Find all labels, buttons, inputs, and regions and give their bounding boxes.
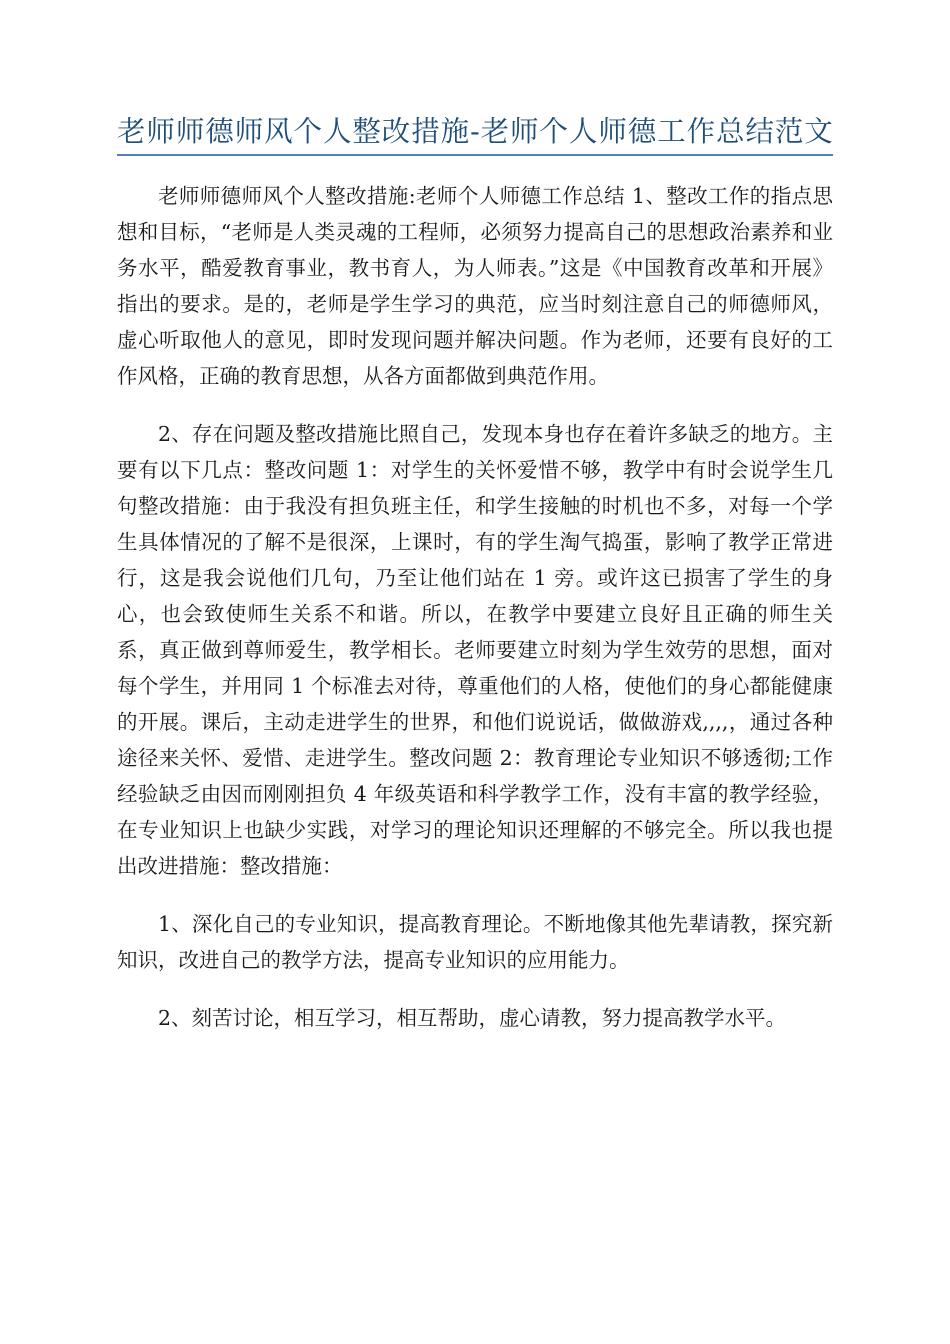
document-title: 老师师德师风个人整改措施-老师个人师德工作总结范文 xyxy=(117,115,833,148)
paragraph-1: 老师师德师风个人整改措施:老师个人师德工作总结 1、整改工作的指点思想和目标，“老师是人类灵魂的工程师，必须努力提高自己的思想政治素养和业务水平，酷爱教育事业，教书育人，为人师表。”这是《中国教育改革和开展》指出的要求。是的，老师是学生学习的典范，应当时刻注意自己的师德师风，虚心听取他人的意见，即时发现问题并解决问题。作为老师，还要有良好的工作风格，正确的教育思想，从各方面都做到典范作用。 xyxy=(117,184,833,388)
paragraph-4: 2、刻苦讨论，相互学习，相互帮助，虚心请教，努力提高教学水平。 xyxy=(158,1006,787,1030)
title-underline xyxy=(117,154,833,156)
paragraph-2: 2、存在问题及整改措施比照自己，发现本身也存在着许多缺乏的地方。主要有以下几点：整改问题 1：对学生的关怀爱惜不够，教学中有时会说学生几句整改措施：由于我没有担负班主任，和学生接触的时机也不多，对每一个学生具体情况的了解不是很深，上课时，有的学生淘气捣蛋，影响了教学正常进行，这是我会说他们几句，乃至让他们站在 1 旁。或许这已损害了学生的身心，也会致使师生关系不和谐。所以，在教学中要建立良好且正确的师生关系，真正做到尊师爱生，教学相长。老师要建立时刻为学生效劳的思想，面对每个学生，并用同 1 个标准去对待，尊重他们的人格，使他们的身心都能健康的开展。课后，主动走进学生的世界，和他们说说话，做做游戏,,,,，通过各种途径来关怀、爱惜、走进学生。整改问题 2：教育理论专业知识不够透彻;工作经验缺乏由因而刚刚担负 4 年级英语和科学教学工作，没有丰富的教学经验，在专业知识上也缺少实践，对学习的理论知识还理解的不够完全。所以我也提出改进措施：整改措施： xyxy=(117,422,833,878)
document-body xyxy=(117,178,833,1036)
document-page xyxy=(117,112,833,1058)
paragraph-3: 1、深化自己的专业知识，提高教育理论。不断地像其他先辈请教，探究新知识，改进自己的教学方法，提高专业知识的应用能力。 xyxy=(117,912,833,972)
